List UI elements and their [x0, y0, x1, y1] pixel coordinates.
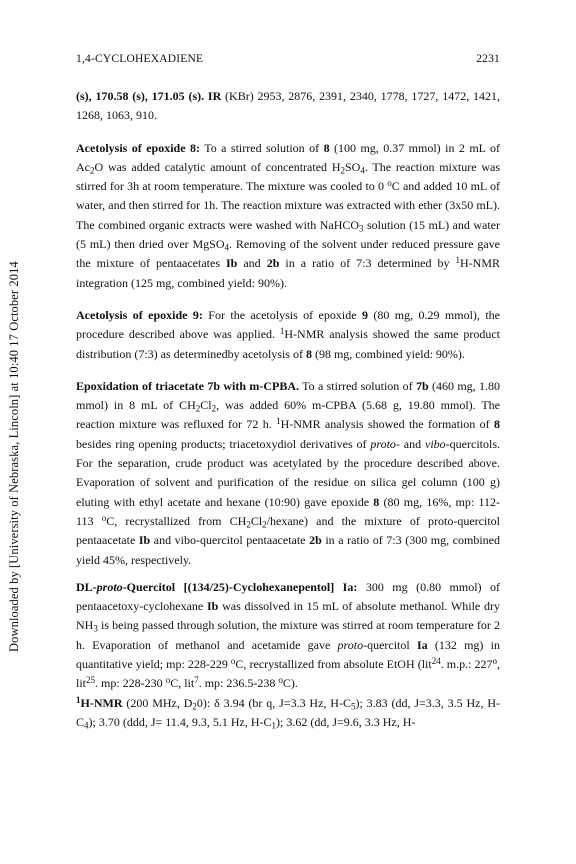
superscript: o: [230, 655, 236, 666]
inline-text: solution (15 mL) and water (5 mL) then dried over MgSO: [76, 217, 500, 252]
ir-label: IR: [207, 89, 222, 103]
superscript: o: [165, 675, 171, 686]
inline-text: . Removing of the solvent under reduced pressure gave the mixture of pentaacetates: [76, 237, 500, 271]
inline-text: C, lit: [170, 676, 195, 691]
superscript: 1: [279, 326, 285, 337]
heading-text: with m-CPBA.: [220, 378, 300, 393]
superscript: 25: [86, 675, 96, 686]
subscript: 4: [224, 242, 230, 253]
inline-text: (132 mg) in quantitative yield; mp: 228-229: [76, 637, 500, 672]
heading-text: H-NMR: [80, 695, 123, 710]
compound-number: 9: [361, 307, 368, 322]
paragraph-proto-quercitol: [76, 578, 500, 694]
section-heading: [76, 308, 203, 322]
subscript: 4: [360, 165, 365, 176]
compound-number: 8: [494, 417, 500, 432]
paragraph-epoxidation-triacetate: [76, 377, 500, 570]
subscript: 1: [271, 720, 276, 731]
compound-number: 8: [373, 494, 380, 509]
inline-text: was dissolved in 15 mL of absolute methanol. While dry NH: [76, 599, 500, 633]
paragraph-acetolysis-epoxide-8: [76, 139, 500, 293]
inline-text: - and: [395, 436, 426, 451]
heading-text: :: [198, 307, 203, 322]
inline-text: H-NMR analysis showed the formation of: [280, 417, 494, 432]
subscript: 2: [90, 165, 95, 176]
inline-text: . mp: 236.5-238: [198, 676, 279, 691]
article-body: [76, 87, 500, 732]
italic-text: proto: [370, 436, 396, 451]
inline-text: O was added catalytic amount of concentrated H: [94, 159, 341, 174]
subscript: 2: [340, 165, 345, 176]
inline-text: H-NMR integration (125 mg, combined yield: 90%).: [76, 256, 500, 290]
page-number: 2231: [476, 53, 500, 65]
page-header: [76, 53, 500, 69]
superscript: o: [492, 655, 498, 666]
inline-text: . mp: 228-230: [95, 676, 166, 691]
inline-text: /hexane) and the mixture of proto-quercitol pentaacetate: [76, 513, 501, 548]
compound-number: Ib: [207, 599, 219, 614]
inline-text: (s), 170.58 (s), 171.05 (s).: [76, 89, 208, 103]
inline-text: (80 mg, 0.29 mmol), the procedure described above was applied.: [76, 307, 500, 342]
inline-text: , was added 60% m-CPBA (5.68 g, 19.80 mmol). The reaction mixture was refluxed for 72 h.: [76, 398, 500, 432]
heading-text: -Quercitol [(134/25)-Cyclohexanepentol] Ia:: [122, 579, 358, 594]
compound-number: 8: [305, 346, 312, 361]
section-heading: [76, 141, 200, 155]
download-notice: Downloaded by [University of Nebraska, Lincoln] at 10:40 17 October 2014: [7, 261, 21, 652]
superscript: 7: [194, 675, 199, 686]
subscript: 5: [350, 700, 356, 711]
inline-text: For the acetolysis of epoxide: [202, 307, 362, 322]
paragraph-ir-data: [76, 87, 500, 126]
inline-text: is being passed through solution, the mixture was stirred at room temperature for 2 h. Evaporation of methanol and acetamide gave: [76, 618, 500, 652]
superscript: o: [278, 675, 283, 686]
superscript: 1: [276, 416, 281, 427]
inline-text: -quercitol: [363, 637, 417, 652]
superscript: o: [101, 512, 107, 523]
italic-text: proto: [96, 579, 123, 594]
subscript: 4: [84, 720, 89, 731]
paragraph-nmr-data: [76, 694, 500, 733]
superscript: 1: [455, 255, 460, 266]
inline-text: -quercitols. For the separation, crude product was acetylated by the procedure described above. Evaporation of solvent and purification of the residue on silica gel column (100 g) eluting with ethyl acetate and hexane (10:90) gave epoxide: [76, 436, 501, 509]
inline-text: 300 mg (0.80 mmol) of pentaacetoxy-cyclohexane: [76, 579, 500, 614]
superscript: 24: [431, 655, 441, 666]
inline-text: in a ratio of 7:3 (300 mg, combined yield 45%, respectively.: [76, 533, 500, 567]
italic-text: vibo: [425, 436, 446, 451]
compound-number: Ib: [138, 533, 151, 548]
section-heading: [76, 580, 357, 594]
inline-text: H-NMR analysis showed the same product distribution (7:3) as determinedby acetolysis of: [76, 327, 500, 361]
inline-text: To a stirred solution of: [199, 140, 324, 155]
inline-text: (KBr) 2953, 2876, 2391, 2340, 1778, 1727, 1472, 1421, 1268, 1063, 910.: [76, 89, 500, 123]
heading-text: :: [195, 140, 200, 155]
inline-text: in a ratio of 7:3 determined by: [279, 256, 456, 271]
inline-text: C, recrystallized from absolute EtOH (lit: [235, 657, 432, 672]
inline-text: C, recrystallized from CH: [106, 513, 247, 528]
compound-number: 9: [192, 307, 199, 322]
heading-text: DL-: [76, 579, 97, 594]
section-heading: [76, 696, 123, 710]
inline-text: (100 mg, 0.37 mmol) in 2 mL of Ac: [76, 140, 500, 174]
section-heading: [76, 379, 299, 393]
inline-text: C and added 10 mL of water, and then stirred for 1h. The reaction mixture was extracted with ether (3x50 mL). The combined organic extracts were washed with NaHCO: [76, 179, 500, 232]
inline-text: and: [237, 256, 267, 271]
inline-text: Cl: [200, 398, 212, 413]
compound-number: Ib: [226, 256, 238, 271]
inline-text: SO: [344, 159, 361, 174]
left-margin: [0, 0, 28, 864]
inline-text: (460 mg, 1.80 mmol) in 8 mL of CH: [76, 378, 500, 413]
compound-number: 7b: [415, 378, 429, 393]
inline-text: 0): δ 3.94 (br q, J=3.3 Hz, H-C: [196, 695, 351, 710]
superscript: 1: [76, 694, 81, 705]
compound-number: 2b: [309, 533, 322, 548]
inline-text: (98 mg, combined yield: 90%).: [311, 346, 465, 361]
compound-number: 2b: [266, 256, 280, 271]
compound-number: Ia: [416, 637, 428, 652]
italic-text: proto: [337, 637, 364, 652]
running-title: 1,4-CYCLOHEXADIENE: [76, 53, 204, 65]
inline-text: (80 mg, 16%, mp: 112-113: [76, 494, 500, 528]
inline-text: . The reaction mixture was stirred for 3h at room temperature. The mixture was cooled to 0: [76, 159, 500, 194]
inline-text: C).: [282, 676, 298, 691]
inline-text: , lit: [76, 657, 501, 691]
subscript: 2: [192, 700, 197, 711]
inline-text: To a stirred solution of: [299, 378, 416, 393]
inline-text: ); 3.70 (ddd, J= 11.4, 9.3, 5.1 Hz, H-C: [88, 714, 272, 729]
inline-text: ); 3.62 (dd, J=9.6, 3.3 Hz, H-: [276, 714, 416, 729]
heading-text: Epoxidation of triacetate: [76, 378, 208, 393]
subscript: 2: [262, 519, 267, 530]
heading-text: Acetolysis of epoxide: [76, 140, 190, 155]
heading-text: Acetolysis of epoxide: [76, 307, 193, 322]
compound-number: 8: [189, 140, 196, 155]
compound-number: 8: [323, 140, 330, 155]
paragraph-acetolysis-epoxide-9: [76, 306, 500, 364]
subscript: 3: [359, 223, 364, 234]
inline-text: ); 3.83 (dd, J=3.3, 3.5 Hz, H-C: [76, 695, 500, 729]
inline-text: and vibo-quercitol pentaacetate: [150, 533, 310, 548]
superscript: o: [387, 178, 392, 189]
subscript: 2: [246, 519, 251, 530]
compound-number: 7b: [207, 378, 221, 393]
inline-text: (200 MHz, D: [122, 695, 193, 710]
subscript: 2: [195, 403, 201, 414]
inline-text: . m.p.: 227: [440, 657, 493, 672]
subscript: 2: [211, 403, 217, 414]
subscript: 3: [93, 623, 98, 634]
inline-text: besides ring opening products; triacetoxydiol derivatives of: [76, 436, 371, 451]
inline-text: Cl: [250, 513, 263, 528]
